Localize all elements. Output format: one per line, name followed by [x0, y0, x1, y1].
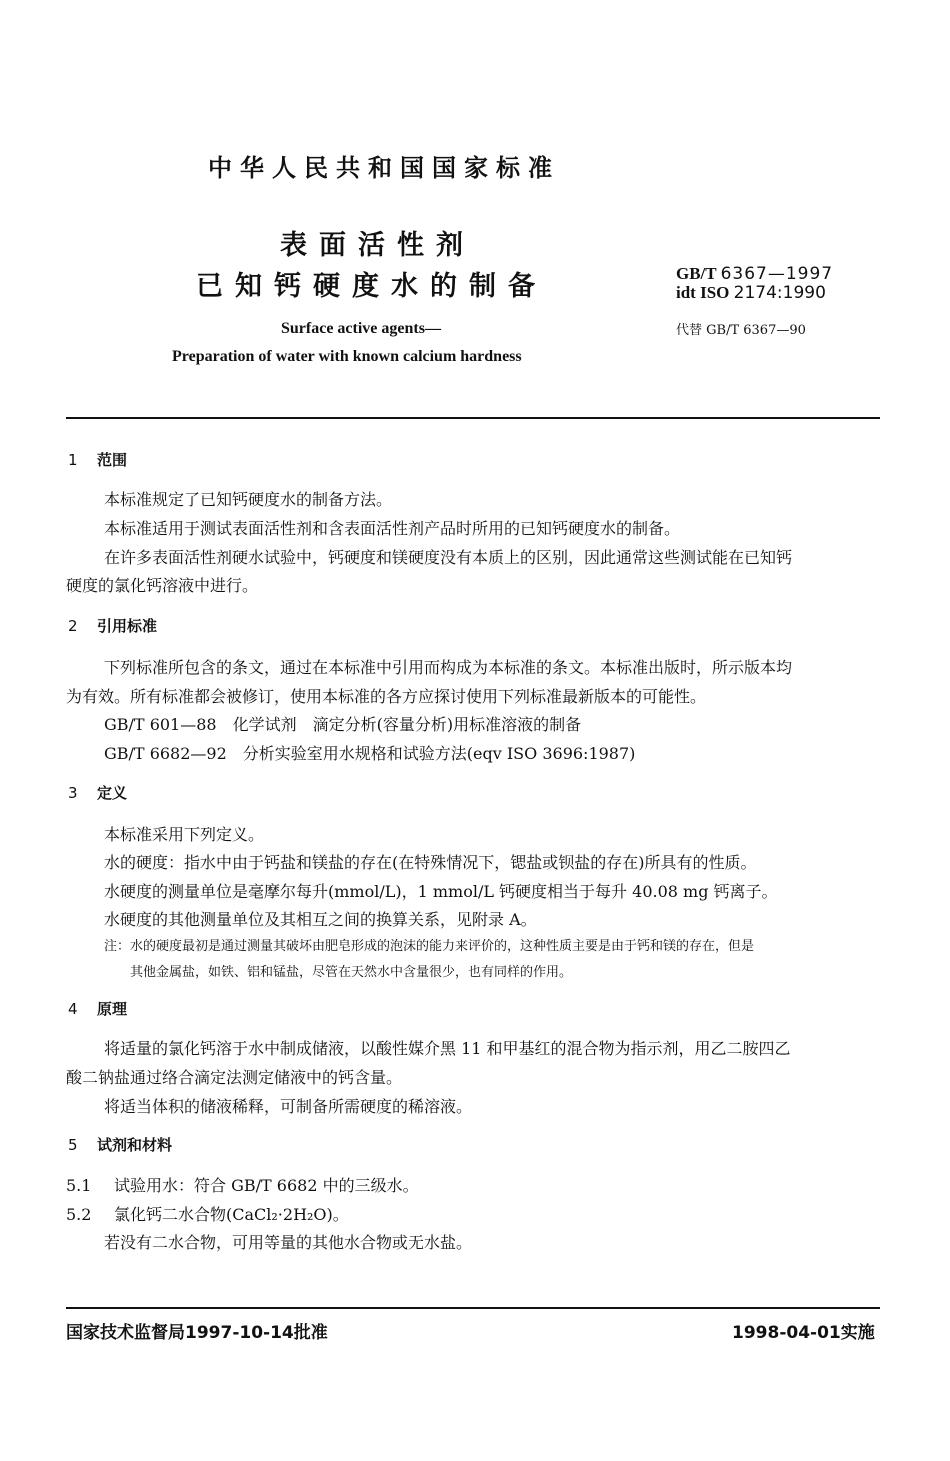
- section-5-heading: [68, 1134, 172, 1155]
- idt-code-number: 2174:1990: [733, 283, 826, 303]
- paragraph: 将适量的氯化钙溶于水中制成储液，以酸性媒介黑 11 和甲基红的混合物为指示剂，用乙二胺四乙: [104, 1039, 791, 1058]
- section-number: 3: [68, 784, 78, 802]
- section-title: 定义: [97, 784, 128, 802]
- clause-number: 5.1: [66, 1176, 92, 1195]
- section-title: 引用标准: [97, 617, 158, 635]
- clause-5-2: [66, 1202, 349, 1225]
- clause-text: 氯化钙二水合物(CaCl₂·2H₂O)。: [114, 1205, 349, 1224]
- approval-line: 国家技术监督局1997-10-14批准: [66, 1323, 328, 1343]
- paragraph: 水硬度的测量单位是毫摩尔每升(mmol/L)，1 mmol/L 钙硬度相当于每升 40.08 mg 钙离子。: [104, 882, 778, 901]
- clause-number: 5.2: [66, 1205, 92, 1224]
- english-title-line-1: Surface active agents—: [281, 320, 441, 337]
- paragraph: 本标准规定了已知钙硬度水的制备方法。: [104, 490, 393, 509]
- note-continuation: 其他金属盐，如铁、铝和锰盐，尽管在天然水中含量很少，也有同样的作用。: [130, 965, 573, 980]
- title-line-2: 已知钙硬度水的制备: [196, 271, 547, 302]
- paragraph: 硬度的氯化钙溶液中进行。: [66, 576, 259, 595]
- idt-code: [676, 283, 826, 303]
- standard-code-number: 6367—1997: [720, 264, 834, 284]
- idt-code-prefix: idt ISO: [676, 283, 730, 302]
- section-2-heading: [68, 615, 157, 636]
- top-divider: [66, 417, 880, 419]
- section-number: 2: [68, 617, 78, 635]
- section-title: 原理: [97, 1000, 128, 1018]
- paragraph: 酸二钠盐通过络合滴定法测定储液中的钙含量。: [66, 1068, 403, 1087]
- country-standard-heading: 中华人民共和国国家标准: [208, 154, 560, 182]
- title-line-1: 表面活性剂: [280, 230, 475, 261]
- section-number: 1: [68, 451, 78, 469]
- standard-code: [676, 264, 833, 284]
- section-1-heading: [68, 449, 127, 470]
- paragraph: 将适当体积的储液稀释，可制备所需硬度的稀溶液。: [104, 1097, 473, 1116]
- section-number: 5: [68, 1136, 78, 1154]
- standard-code-prefix: GB/T: [676, 264, 717, 283]
- reference-item: GB/T 6682—92 分析实验室用水规格和试验方法(eqv ISO 3696:1987): [104, 744, 636, 763]
- section-3-heading: [68, 782, 127, 803]
- bottom-divider: [66, 1307, 880, 1309]
- paragraph: 在许多表面活性剂硬水试验中，钙硬度和镁硬度没有本质上的区别，因此通常这些测试能在已知钙: [104, 548, 793, 567]
- effective-date: 1998-04-01实施: [732, 1323, 875, 1343]
- clause-5-1: [66, 1173, 419, 1196]
- section-title: 范围: [97, 451, 128, 469]
- reference-item: GB/T 601—88 化学试剂 滴定分析(容量分析)用标准溶液的制备: [104, 715, 582, 734]
- paragraph: 本标准适用于测试表面活性剂和含表面活性剂产品时所用的已知钙硬度水的制备。: [104, 519, 681, 538]
- note: 注：水的硬度最初是通过测量其破坏由肥皂形成的泡沫的能力来评价的，这种性质主要是由于钙和镁的存在，但是: [104, 939, 755, 954]
- english-title-line-2: Preparation of water with known calcium hardness: [172, 348, 522, 365]
- section-4-heading: [68, 998, 127, 1019]
- paragraph: 下列标准所包含的条文，通过在本标准中引用而构成为本标准的条文。本标准出版时，所示版本均: [104, 658, 793, 677]
- paragraph: 为有效。所有标准都会被修订，使用本标准的各方应探讨使用下列标准最新版本的可能性。: [66, 687, 707, 706]
- section-title: 试剂和材料: [97, 1136, 173, 1154]
- replaces-standard: 代替 GB/T 6367—90: [676, 323, 806, 338]
- paragraph: 水硬度的其他测量单位及其相互之间的换算关系，见附录 A。: [104, 910, 537, 929]
- paragraph: 若没有二水合物，可用等量的其他水合物或无水盐。: [104, 1233, 473, 1252]
- paragraph: 本标准采用下列定义。: [104, 825, 265, 844]
- paragraph: 水的硬度：指水中由于钙盐和镁盐的存在(在特殊情况下，锶盐或钡盐的存在)所具有的性质。: [104, 853, 757, 872]
- clause-text: 试验用水：符合 GB/T 6682 中的三级水。: [114, 1176, 419, 1195]
- section-number: 4: [68, 1000, 78, 1018]
